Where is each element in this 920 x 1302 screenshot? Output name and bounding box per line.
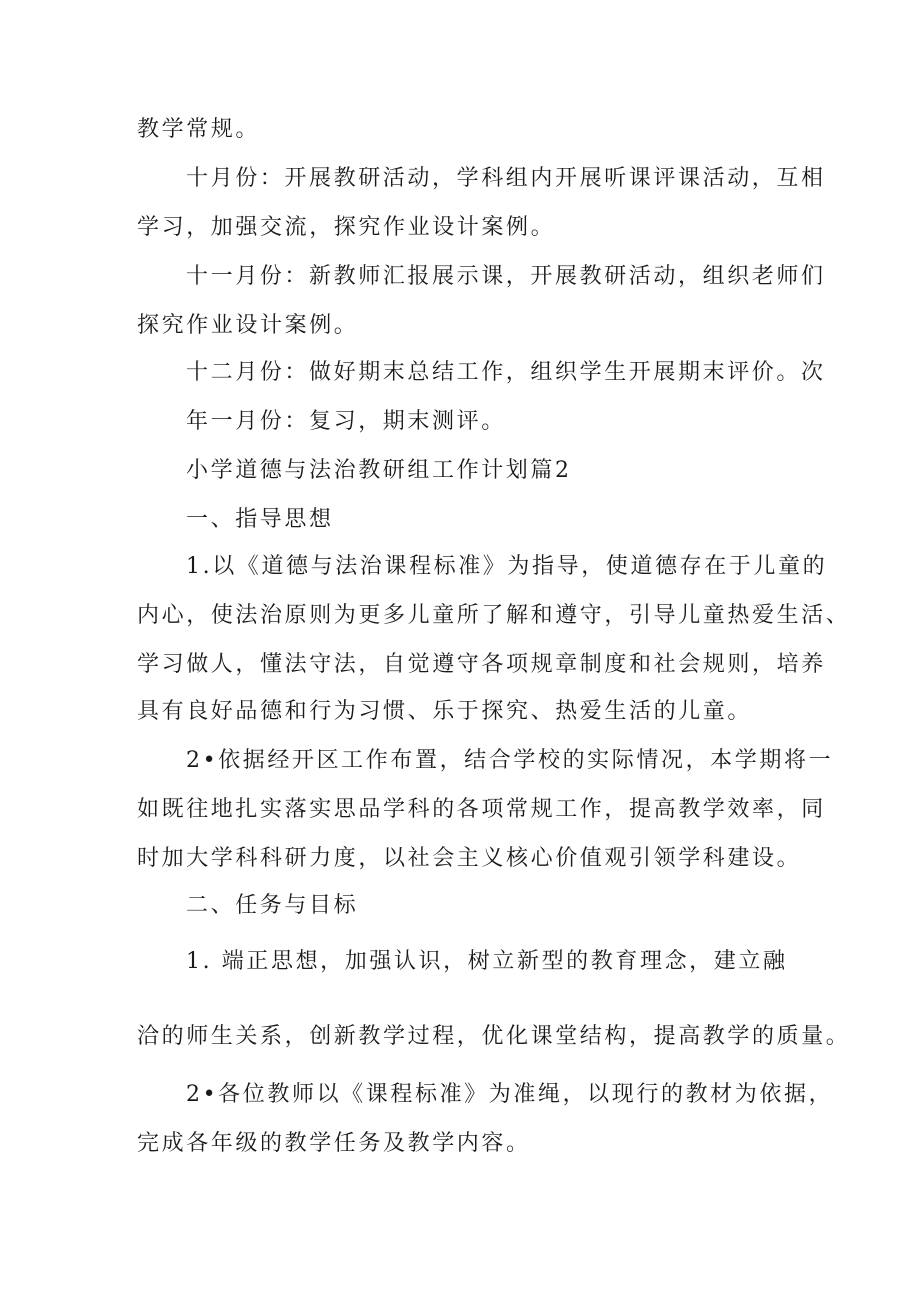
text-line: 2•依据经开区工作布置，结合学校的实际情况，本学期将一 (186, 748, 834, 773)
text-line: 完成各年级的教学任务及教学内容。 (137, 1131, 531, 1156)
text-line: 探究作业设计案例。 (137, 313, 359, 338)
heading-tasks-and-goals: 二、任务与目标 (186, 893, 359, 918)
text-line: 学习，加强交流，探究作业设计案例。 (137, 215, 556, 240)
text-line: 2•各位教师以《课程标准》为准绳，以现行的教材为依据， (186, 1082, 834, 1107)
text-line: 年一月份：复习，期末测评。 (186, 409, 506, 434)
text-line: 十一月份：新教师汇报展示课，开展教研活动，组织老师们 (186, 264, 826, 289)
text-line: 具有良好品德和行为习惯、乐于探究、热爱生活的儿童。 (137, 699, 753, 724)
heading-guiding-ideology: 一、指导思想 (186, 507, 334, 532)
text-line: 内心，使法治原则为更多儿童所了解和遵守，引导儿童热爱生活、 (137, 603, 851, 628)
text-line: 十二月份：做好期末总结工作，组织学生开展期末评价。次 (186, 360, 826, 385)
text-line: 时加大学科科研力度，以社会主义核心价值观引领学科建设。 (137, 846, 802, 871)
text-line: 洽的师生关系，创新教学过程，优化课堂结构，提高教学的质量。 (137, 1024, 851, 1049)
text-line: 1.以《道德与法治课程标准》为指导，使道德存在于儿童的 (186, 554, 828, 579)
text-line: 教学常规。 (137, 117, 261, 142)
section-title: 小学道德与法治教研组工作计划篇2 (186, 458, 572, 483)
text-line: 十月份：开展教研活动，学科组内开展听课评课活动，互相 (186, 166, 826, 191)
text-line: 如既往地扎实落实思品学科的各项常规工作，提高教学效率，同 (137, 797, 826, 822)
text-line: 学习做人，懂法守法，自觉遵守各项规章制度和社会规则，培养 (137, 652, 826, 677)
text-line: 1. 端正思想，加强认识，树立新型的教育理念，建立融 (186, 949, 788, 974)
